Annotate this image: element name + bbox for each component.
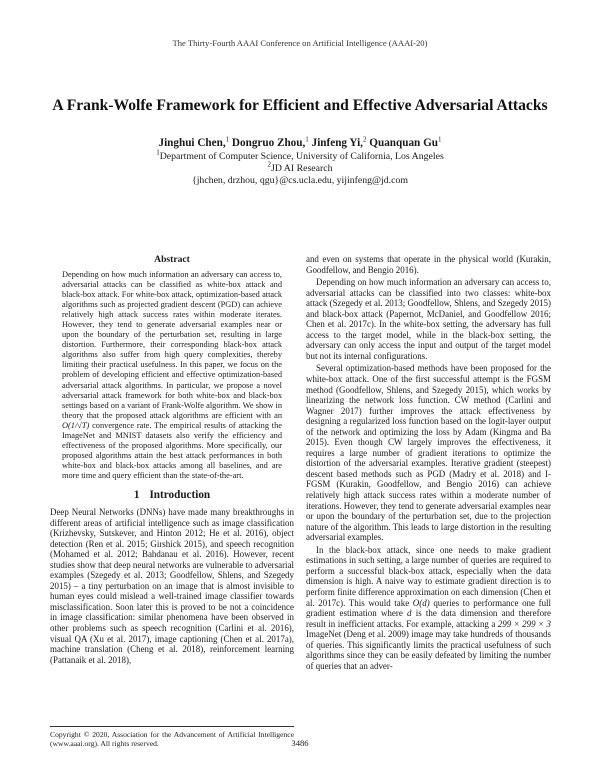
section-number: 1 — [133, 488, 140, 501]
author-affiliation-mark: 1 — [225, 135, 230, 144]
intro-paragraph-4: In the black-box attack, since one needs to make gradient estimations in such setting, a large number of queries are required to perform a successful black-box attack, especially when the data dimension is high. A naive way to estimate gradient direction is to perform finite difference approximation on each dimension (Chen et al. 2017c). This would take O(d) queries to performance one full gradient estimation where d is the data dimension and therefore result in inefficient attacks. For example, attacking a 299 × 299 × 3 ImageNet (Deng et al. 2009) image may take hundreds of thousands of queries. This significantly limits the practical usefulness of such algorithms since they can be easily defeated by limiting the number of queries that an adver- — [306, 544, 552, 671]
abstract-text: Depending on how much information an adversary can access to, adversarial attacks can be classified as white-box attack and black-box attack. For white-box attack, optimization-based attack algorithms such as projected gradient descent (PGD) can achieve relatively high attack success rates within moderate iterates. However, they tend to generate adversarial examples near or upon the boundary of the perturbation set, resulting in large distortion. Furthermore, their corresponding black-box attack algorithms also suffer from high query complexities, thereby limiting their practical usefulness. In this paper, we focus on the problem of developing efficient and effective optimization-based adversarial attack algorithms. In particular, we propose a novel adversarial attack framework for both white-box and black-box settings based on a variant of Frank-Wolfe algorithm. We show in theory that the proposed attack algorithms are efficient with an O(1/√T) convergence rate. The empirical results of attacking the ImageNet and MNIST datasets also verify the efficiency and effectiveness of the proposed algorithms. More specifically, our proposed algorithms attain the best attack performances in both white-box and black-box attacks among all baselines, and are more time and query efficient than the state-of-the-art. — [62, 270, 283, 480]
author-name: Jinghui Chen, — [158, 137, 226, 149]
query-complexity-math: O(d) — [412, 597, 430, 608]
left-column — [50, 254, 294, 665]
author-name: Dongruo Zhou, — [231, 137, 306, 149]
image-size-math: 299 × 299 × 3 — [497, 618, 551, 629]
section-heading-introduction — [50, 489, 294, 501]
right-column — [306, 254, 551, 671]
author-affiliation-mark: 2 — [362, 135, 367, 144]
affiliation-ucla: $^1$Department of Computer Science, University of California, Los Angeles — [156, 148, 444, 162]
section-title: Introduction — [149, 488, 211, 501]
author-name: Quanquan Gu — [369, 137, 439, 149]
intro-paragraph-2: Depending on how much information an adversary can access to, adversarial attacks can be classified into two classes: white-box attack (Szegedy et al. 2013; Goodfellow, Shlens, and Szegedy 2015) and black-box attack (Papernot, McDaniel, and Goodfellow 2016; Chen et al. 2017c). In the white-box setting, the adversary has full access to the target model, while in the black-box setting, the adversary can only access the input and output of the target model but not its internal configurations. — [306, 277, 551, 361]
affiliation-mark: 1 — [156, 148, 160, 157]
intro-paragraph-3: Several optimization-based methods have been proposed for the white-box attack. One of the first successful attempt is the FGSM method (Goodfellow, Shlens, and Szegedy 2015), which works by linearizing the network loss function. CW method (Carlini and Wagner 2017) further improves the attack effectiveness by designing a regularized loss function based on the logit-layer output of the network and optimizing the loss by Adam (Kingma and Ba 2015). Even though CW largely improves the effectiveness, it requires a large number of gradient iterations to optimize the distortion of the adversarial examples. Iterative gradient (steepest) descent based methods such as PGD (Madry et al. 2018) and I-FGSM (Kurakin, Goodfellow, and Bengio 2016) can achieve relatively high attack success rates within a moderate number of iterations. However, they tend to generate adversarial examples near or upon the boundary of the perturbation set, due to the projection nature of the algorithm. This leads to large distortion in the resulting adversarial examples. — [306, 363, 551, 543]
affiliation-mark: 2 — [267, 160, 271, 169]
paper-title: A Frank-Wolfe Framework for Efficient and Effective Adversarial Attacks — [52, 97, 548, 114]
author-name: Jinfeng Yi, — [311, 137, 363, 149]
author-list — [0, 136, 600, 150]
author-affiliation-mark: 1 — [305, 135, 309, 144]
intro-paragraph-1-continued: and even on systems that operate in the physical world (Kurakin, Goodfellow, and Bengio 2016). — [306, 254, 551, 275]
copyright-notice: Copyright © 2020, Association for the Advancement of Artificial Intelligence (www.aaai.org). All rights reserved. — [50, 726, 294, 748]
author-affiliation-mark: 1 — [438, 135, 442, 144]
dimension-math: d — [407, 608, 412, 619]
page-number: 3486 — [291, 738, 309, 748]
convergence-rate-math: O(1/√T) — [62, 420, 90, 430]
intro-paragraph-1: Deep Neural Networks (DNNs) have made many breakthroughs in different areas of artificial intelligence such as image classification (Krizhevsky, Sutskever, and Hinton 2012; He et al. 2016), object detection (Ren et al. 2015; Girshick 2015), and speech recognition (Mohamed et al. 2012; Bahdanau et al. 2016). However, recent studies show that deep neural networks are vulnerable to adversarial examples (Szegedy et al. 2013; Goodfellow, Shlens, and Szegedy 2015) – a tiny perturbation on an image that is almost invisible to human eyes could mislead a well-trained image classifier towards misclassification. Soon later this is proved to be not a coincidence in image classification: similar phenomena have been observed in other problems such as speech recognition (Carlini et al. 2016), visual QA (Xu et al. 2017), image captioning (Chen et al. 2017a), machine translation (Cheng et al. 2018), reinforcement learning (Pattanaik et al. 2018), — [50, 506, 294, 665]
abstract-heading: Abstract — [154, 254, 190, 265]
author-emails: {jhchen, drzhou, qgu}@cs.ucla.edu, yijinfeng@jd.com — [192, 175, 408, 186]
affiliation-jd: $^2$JD AI Research — [267, 160, 333, 174]
conference-header: The Thirty-Fourth AAAI Conference on Artificial Intelligence (AAAI-20) — [172, 38, 428, 48]
